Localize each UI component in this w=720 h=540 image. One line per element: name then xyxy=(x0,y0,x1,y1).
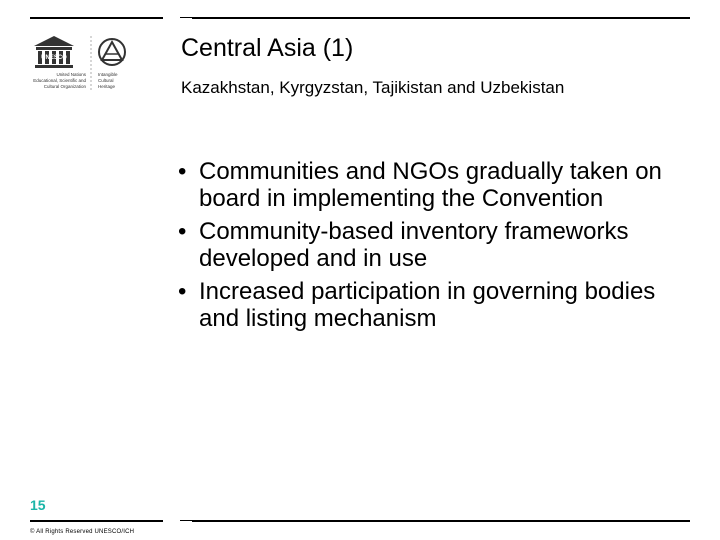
bullet-text: Community-based inventory frameworks developed and in use xyxy=(199,218,629,272)
bullet-item xyxy=(178,278,678,332)
ich-emblem-icon xyxy=(99,39,125,65)
header-rule-right xyxy=(192,17,690,19)
slide-subtitle: Kazakhstan, Kyrgyzstan, Tajikistan and Uzbekistan xyxy=(181,78,565,97)
footer-rule-right xyxy=(192,520,690,522)
logo-caption-right-2: Cultural xyxy=(98,78,114,83)
bullet-item xyxy=(178,218,678,272)
header-rule-tick xyxy=(180,17,192,18)
slide-title: Central Asia (1) xyxy=(181,34,354,62)
unesco-temple-icon xyxy=(34,36,74,68)
logo-graphic xyxy=(30,34,165,94)
page-number: 15 xyxy=(30,497,46,513)
bullet-text: Increased participation in governing bodies and listing mechanism xyxy=(199,278,656,332)
logo-caption-left-1: United Nations xyxy=(56,72,86,77)
bullet-dot: • xyxy=(178,158,187,185)
bullet-text: Communities and NGOs gradually taken on board in implementing the Convention xyxy=(199,158,662,212)
logo-caption-left-3: Cultural Organization xyxy=(43,84,86,89)
footer-rule-tick xyxy=(180,520,192,521)
logo-caption-right-3: Heritage xyxy=(98,84,116,89)
unesco-ich-logo xyxy=(30,34,165,94)
header-rule-left xyxy=(30,17,163,19)
bullet-item xyxy=(178,158,678,212)
logo-caption-right-1: Intangible xyxy=(98,72,118,77)
logo-caption-left-2: Educational, Scientific and xyxy=(33,78,86,83)
footer-rule-left xyxy=(30,520,163,522)
copyright-notice: © All Rights Reserved UNESCO/ICH xyxy=(30,529,135,535)
svg-text:UNESCO: UNESCO xyxy=(41,55,67,61)
bullet-dot: • xyxy=(178,218,187,245)
bullet-dot: • xyxy=(178,278,187,305)
bullet-list xyxy=(178,158,678,338)
